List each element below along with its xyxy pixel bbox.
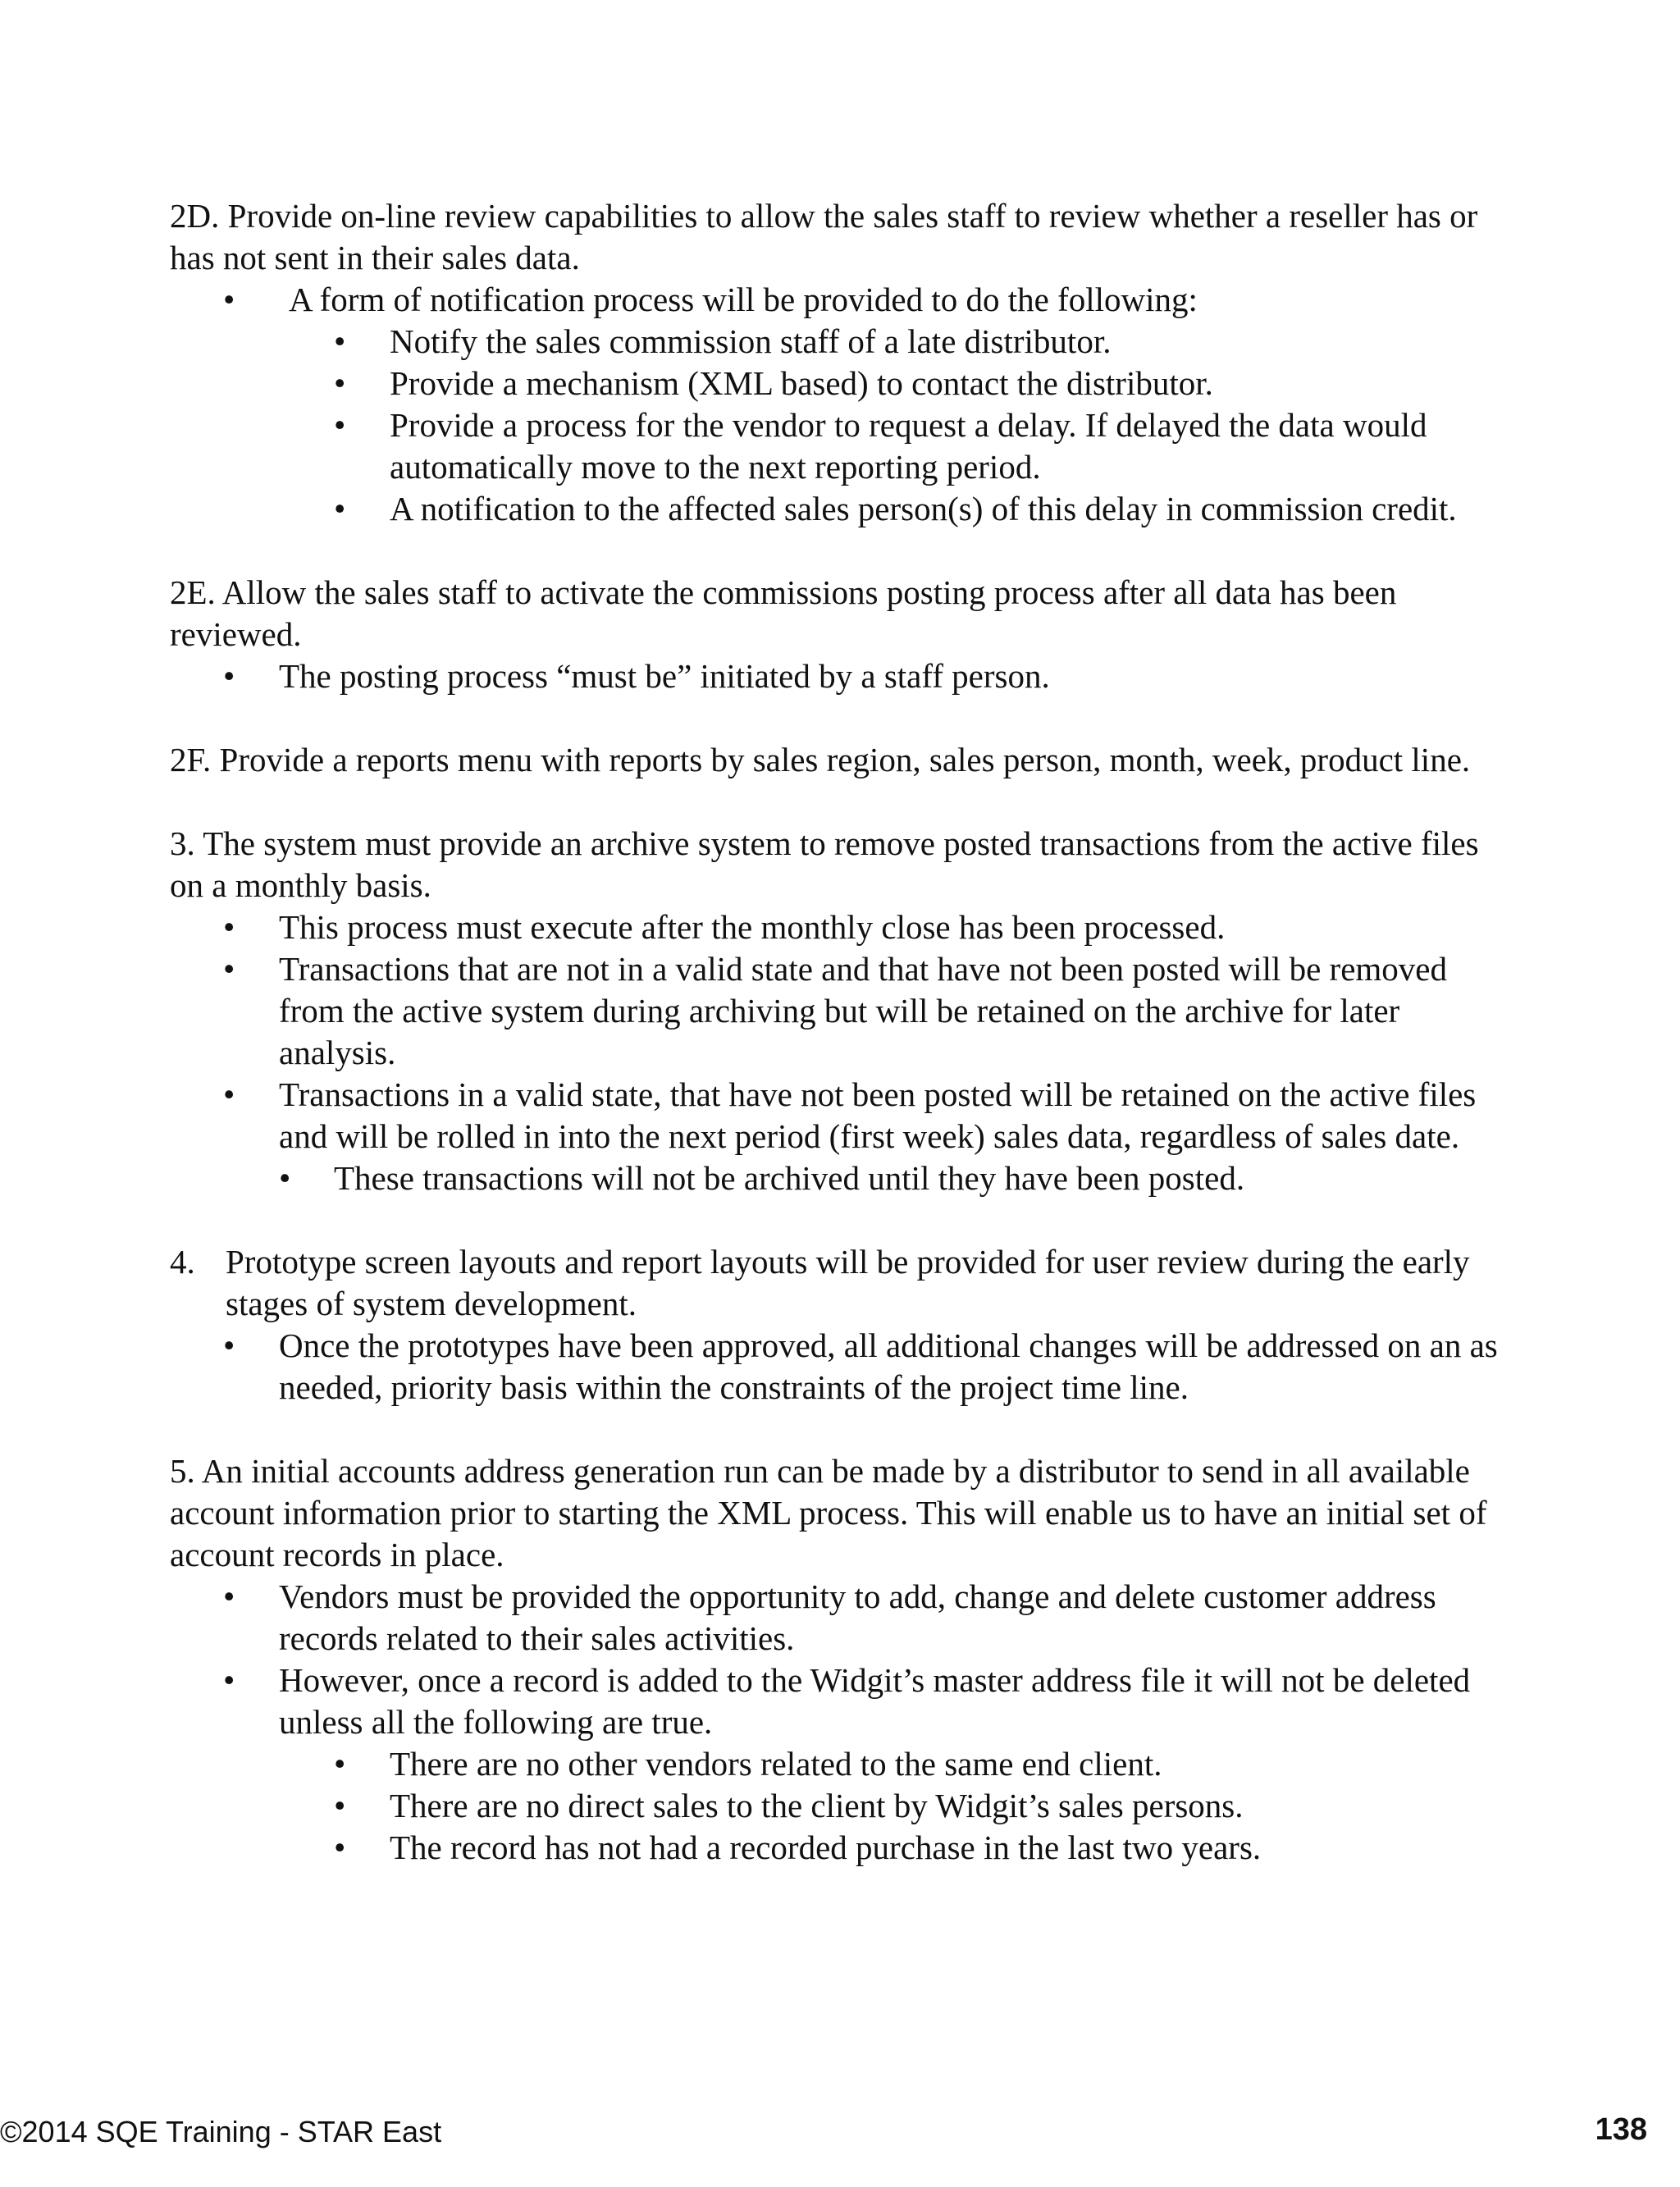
bullet-text: Transactions in a valid state, that have not been posted will be retained on the active files and will be rolled in into the next period (first week) sales data, regardless of sales date.	[279, 1075, 1477, 1155]
bullet-text: A form of notification process will be provided to do the following:	[289, 281, 1198, 318]
bullet-glyph: •	[223, 1326, 235, 1364]
section-5-bullet	[170, 1576, 1515, 1660]
bullet-glyph: •	[334, 406, 346, 444]
section-2e-bullet	[170, 655, 1515, 697]
bullet-text: Vendors must be provided the opportunity to add, change and delete customer address records related to their sales activities.	[279, 1577, 1436, 1657]
bullet-text: Provide a process for the vendor to request a delay. If delayed the data would automatically move to the next reporting period.	[390, 406, 1427, 486]
section-5-sub-bullet	[170, 1743, 1515, 1785]
section-5-bullet	[170, 1660, 1515, 1743]
section-2e-intro: 2E. Allow the sales staff to activate the commissions posting process after all data has been reviewed.	[170, 573, 1397, 653]
bullet-text: The posting process “must be” initiated by a staff person.	[279, 657, 1050, 695]
bullet-glyph: •	[223, 1577, 235, 1615]
bullet-glyph: •	[223, 657, 235, 695]
bullet-text: Notify the sales commission staff of a late distributor.	[390, 322, 1112, 360]
spacer	[170, 530, 1515, 572]
section-5-sub-bullet	[170, 1785, 1515, 1827]
section-2d-intro: 2D. Provide on-line review capabilities to allow the sales staff to review whether a reseller has or has not sent in their sales data.	[170, 197, 1478, 276]
bullet-glyph: •	[334, 1787, 346, 1824]
bullet-glyph: •	[223, 950, 235, 988]
section-4-number: 4.	[170, 1243, 195, 1281]
section-2d-sub-bullet	[170, 363, 1515, 404]
bullet-text: A notification to the affected sales person(s) of this delay in commission credit.	[390, 490, 1457, 527]
bullet-glyph: •	[334, 490, 346, 527]
bullet-glyph: •	[223, 1661, 235, 1699]
spacer	[170, 1199, 1515, 1241]
section-3-bullet	[170, 1074, 1515, 1157]
bullet-text: Transactions that are not in a valid state and that have not been posted will be removed from the active system during archiving but will be retained on the archive for later analysis.	[279, 950, 1447, 1071]
section-4-intro	[170, 1241, 1515, 1325]
section-2d-bullet	[170, 279, 1515, 321]
bullet-text: Provide a mechanism (XML based) to contact the distributor.	[390, 364, 1213, 402]
section-3-sub-bullet	[170, 1157, 1515, 1199]
section-3-bullet	[170, 948, 1515, 1074]
bullet-glyph: •	[334, 1829, 346, 1866]
section-2d-sub-bullet	[170, 321, 1515, 363]
spacer	[170, 697, 1515, 739]
bullet-text: There are no direct sales to the client by Widgit’s sales persons.	[390, 1787, 1244, 1824]
section-3-bullet	[170, 906, 1515, 948]
bullet-glyph: •	[334, 322, 346, 360]
bullet-text: This process must execute after the monthly close has been processed.	[279, 908, 1226, 946]
bullet-text: The record has not had a recorded purchase in the last two years.	[390, 1829, 1262, 1866]
document-body	[170, 195, 1515, 1869]
spacer	[170, 781, 1515, 823]
bullet-glyph: •	[223, 908, 235, 946]
bullet-glyph: •	[223, 281, 235, 318]
section-4-text: Prototype screen layouts and report layouts will be provided for user review during the early stages of system development.	[226, 1243, 1470, 1322]
bullet-glyph: •	[334, 1745, 346, 1783]
section-2f-intro: 2F. Provide a reports menu with reports by sales region, sales person, month, week, product line.	[170, 741, 1471, 778]
bullet-glyph: •	[279, 1159, 291, 1197]
bullet-glyph: •	[223, 1075, 235, 1113]
section-2d-sub-bullet	[170, 488, 1515, 530]
section-5-sub-bullet	[170, 1827, 1515, 1869]
footer-copyright: ©2014 SQE Training - STAR East	[0, 2115, 442, 2148]
section-4-bullet	[170, 1325, 1515, 1409]
page-number: 138	[1595, 2112, 1647, 2147]
bullet-text: These transactions will not be archived until they have been posted.	[334, 1159, 1245, 1197]
bullet-glyph: •	[334, 364, 346, 402]
bullet-text: There are no other vendors related to the same end client.	[390, 1745, 1162, 1783]
bullet-text: Once the prototypes have been approved, all additional changes will be addressed on an as needed, priority basis within the constraints of the project time line.	[279, 1326, 1498, 1406]
spacer	[170, 1409, 1515, 1450]
section-5-intro: 5. An initial accounts address generation run can be made by a distributor to send in all available account information prior to starting the XML process. This will enable us to have an initial set of account records in place.	[170, 1452, 1487, 1573]
bullet-text: However, once a record is added to the Widgit’s master address file it will not be deleted unless all the following are true.	[279, 1661, 1471, 1741]
section-2d-sub-bullet	[170, 404, 1515, 488]
section-3-intro: 3. The system must provide an archive system to remove posted transactions from the active files on a monthly basis.	[170, 824, 1479, 904]
